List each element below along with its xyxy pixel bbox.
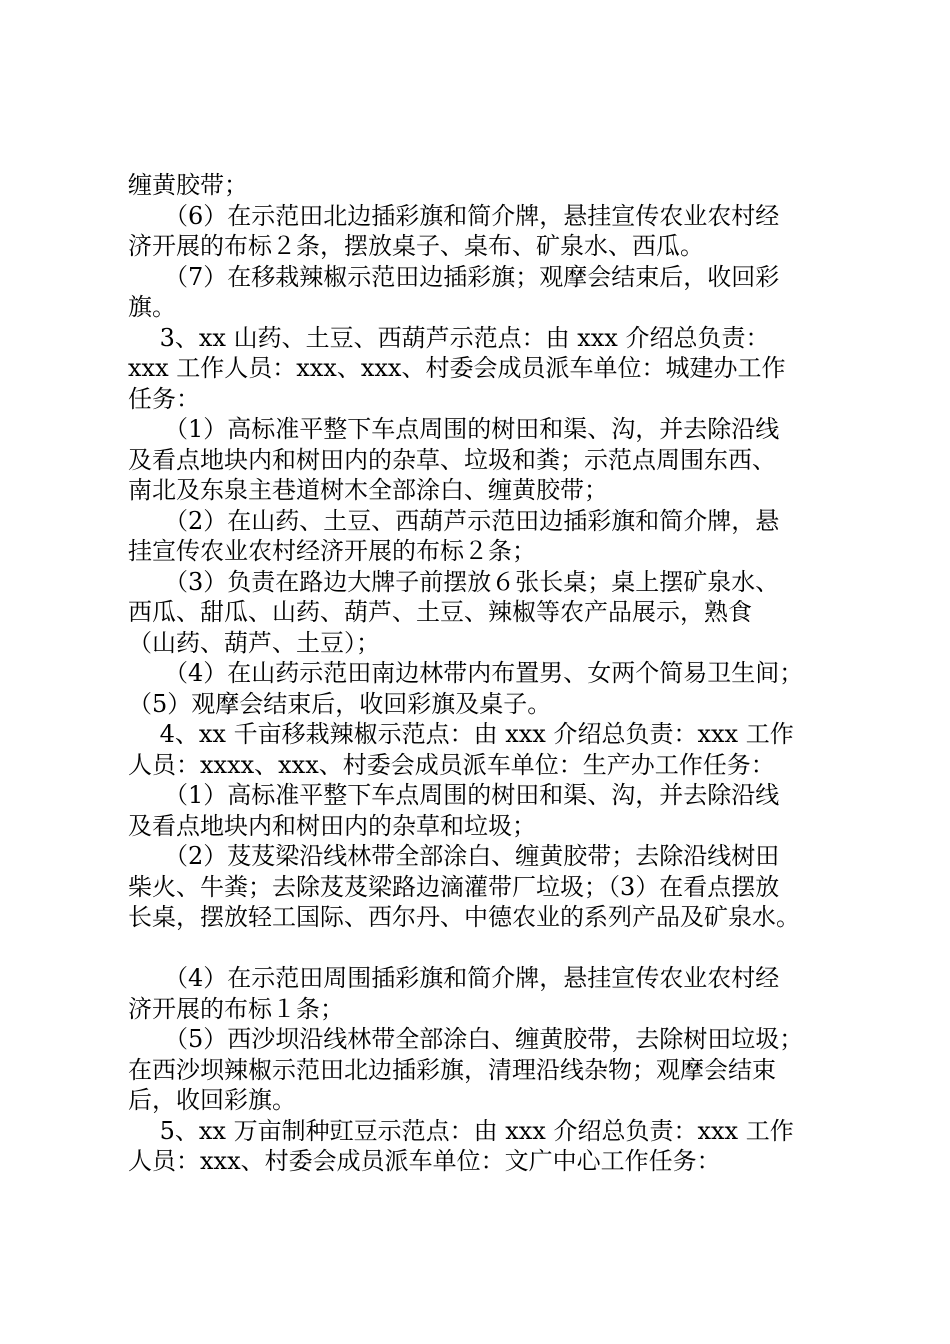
- text-line: （2）在山药、土豆、西葫芦示范田边插彩旗和简介牌，悬: [128, 506, 780, 535]
- text-line: （4）在山药示范田南边林带内布置男、女两个简易卫生间；: [128, 659, 804, 687]
- text-line: 柴火、牛粪；去除芨芨梁路边滴灌带厂垃圾；（3）在看点摆放: [128, 872, 780, 901]
- blank-line: [128, 933, 848, 964]
- text-line: 济开展的布标２条，摆放桌子、桌布、矿泉水、西瓜。: [128, 232, 704, 260]
- text-line: 人员：xxxx、xxx、村委会成员派车单位：生产办工作任务：: [128, 750, 775, 779]
- text-line: 旗。: [128, 293, 176, 321]
- text-line: 及看点地块内和树田内的杂草、垃圾和粪；示范点周围东西、: [128, 445, 776, 474]
- text-line: （5）观摩会结束后，收回彩旗及桌子。: [128, 689, 552, 718]
- text-line: 4、xx 千亩移栽辣椒示范点：由 xxx 介绍总负责：xxx 工作: [128, 720, 794, 748]
- text-line: 南北及东泉主巷道树木全部涂白、缠黄胶带；: [128, 476, 608, 504]
- text-line: 挂宣传农业农村经济开展的布标２条；: [128, 537, 536, 565]
- text-line: 缠黄胶带；: [128, 171, 248, 199]
- text-line: 3、xx 山药、土豆、西葫芦示范点：由 xxx 介绍总负责：: [128, 323, 770, 352]
- text-line: （5）西沙坝沿线林带全部涂白、缠黄胶带，去除树田垃圾；: [128, 1025, 804, 1053]
- text-line: （6）在示范田北边插彩旗和简介牌，悬挂宣传农业农村经: [128, 201, 780, 230]
- body-text: [128, 170, 848, 1177]
- text-line: 后，收回彩旗。: [128, 1086, 296, 1114]
- text-line: 西瓜、甜瓜、山药、葫芦、土豆、辣椒等农产品展示，熟食: [128, 598, 752, 626]
- text-line: 人员：xxx、村委会成员派车单位：文广中心工作任务：: [128, 1147, 721, 1175]
- text-line: （7）在移栽辣椒示范田边插彩旗；观摩会结束后，收回彩: [128, 262, 780, 291]
- text-line: （山药、葫芦、土豆）；: [128, 628, 380, 657]
- text-line: （3）负责在路边大牌子前摆放６张长桌；桌上摆矿泉水、: [128, 567, 780, 596]
- text-line: 济开展的布标１条；: [128, 994, 344, 1023]
- text-line: （1）高标准平整下车点周围的树田和渠、沟，并去除沿线: [128, 415, 780, 443]
- text-line: 任务：: [128, 384, 200, 413]
- text-line: （2）芨芨梁沿线林带全部涂白、缠黄胶带；去除沿线树田: [128, 842, 780, 870]
- text-line: 在西沙坝辣椒示范田北边插彩旗，清理沿线杂物；观摩会结束: [128, 1055, 776, 1084]
- text-line: xxx 工作人员：xxx、xxx、村委会成员派车单位：城建办工作: [128, 354, 786, 382]
- text-line: （4）在示范田周围插彩旗和简介牌，悬挂宣传农业农村经: [128, 964, 780, 992]
- text-line: （1）高标准平整下车点周围的树田和渠、沟，并去除沿线: [128, 781, 780, 809]
- text-line: 长桌，摆放轻工国际、西尔丹、中德农业的系列产品及矿泉水。: [128, 903, 800, 931]
- text-line: 5、xx 万亩制种豇豆示范点：由 xxx 介绍总负责：xxx 工作: [128, 1116, 794, 1145]
- text-line: 及看点地块内和树田内的杂草和垃圾；: [128, 811, 536, 840]
